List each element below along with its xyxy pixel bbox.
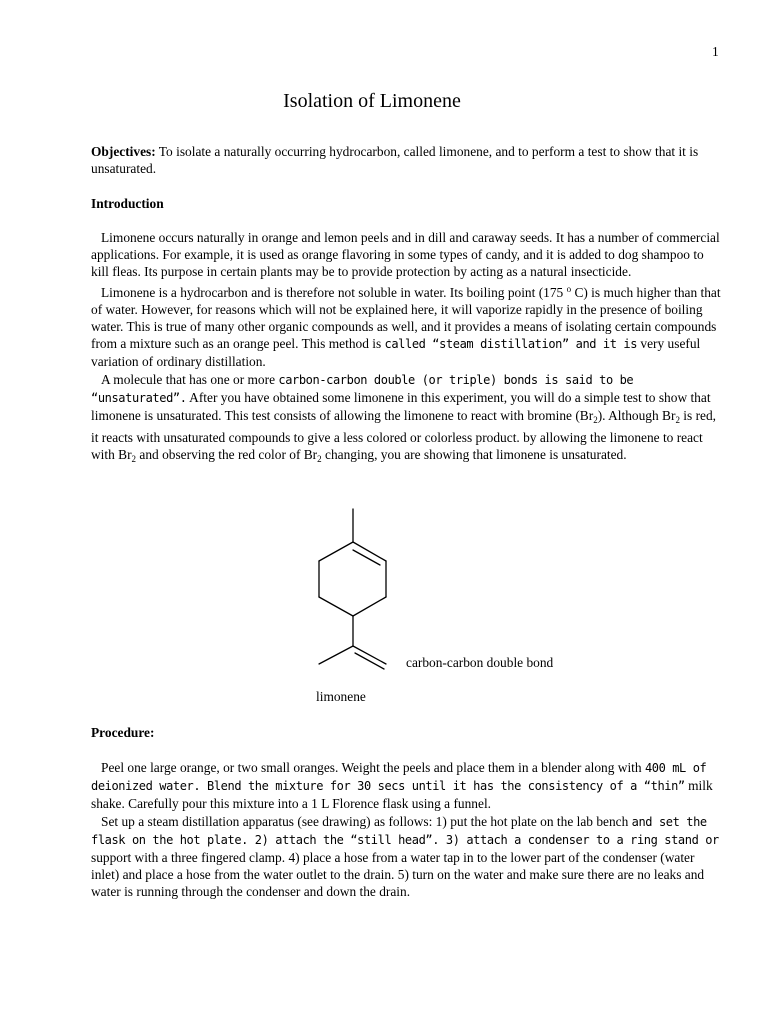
- procedure-p1-mono: 400 mL of deionized water. Blend the mixture for 30 secs until it has the consistency of a “thin”: [91, 761, 707, 794]
- ring-bond: [353, 597, 386, 616]
- degree-superscript: o: [566, 283, 572, 294]
- procedure-p2-text-a: Set up a steam distillation apparatus (see drawing) as follows: 1) put the hot plate on the lab bench: [101, 813, 632, 829]
- intro-p3-text-e: and observing the red color of Br: [136, 447, 318, 463]
- molecule-label: limonene: [316, 689, 366, 704]
- intro-p3-text-c: ). Although Br: [597, 408, 676, 424]
- objectives-text: To isolate a naturally occurring hydrocarbon, called limonene, and to perform a test to show that it is unsaturated.: [91, 144, 699, 177]
- intro-p2-mono: called “steam distillation” and it is: [384, 337, 638, 352]
- procedure-paragraph-2: [91, 813, 723, 901]
- intro-p3-mono: carbon-carbon double (or triple) bonds is said to be “unsaturated”.: [91, 372, 634, 405]
- ring-double-bond: [353, 542, 386, 561]
- intro-paragraph-1: Limonene occurs naturally in orange and lemon peels and in dill and caraway seeds. It has a number of commercial applications. For example, it is used as orange flavoring in some types of candy, and it is added to dog shampoo to kill fleas. Its purpose in certain plants may be to provide protection by acting as a natural insecticide.: [91, 230, 720, 280]
- intro-p2-text-c: very useful variation of ordinary distillation.: [91, 336, 701, 370]
- intro-p2-text-b: C) is much higher than that of water. However, for reasons which will not be explained here, it will vaporize rapidly in the presence of boiling water. This is true of many other organic compounds as well, and it provides a means of isolating certain compounds from a mixture such as an orange peel. This method is: [91, 284, 721, 352]
- procedure-p2-text-b: support with a three fingered clamp. 4) place a hose from a water tap in to the lower part of the condenser (water inlet) and place a hose from the water outlet to the drain. 5) turn on the water and make sure there are no leaks and water is running through the condenser and down the drain.: [91, 850, 705, 900]
- procedure-paragraph-1: [91, 759, 723, 813]
- page-number: 1: [712, 44, 719, 59]
- ring-bond: [319, 597, 353, 616]
- ring-bond: [319, 542, 353, 561]
- introduction-heading: Introduction: [91, 196, 164, 211]
- intro-p3-text-a: A molecule that has one or more: [101, 371, 279, 387]
- subscript: 2: [131, 454, 137, 465]
- subscript: 2: [317, 454, 322, 465]
- procedure-p1-text-a: Peel one large orange, or two small oranges. Weight the peels and place them in a blender along with: [101, 760, 645, 775]
- procedure-heading: Procedure:: [91, 725, 155, 740]
- methyl-bond: [319, 646, 353, 664]
- procedure-p1-text-b: milk shake. Carefully pour this mixture into a 1 L Florence flask using a funnel.: [91, 778, 713, 812]
- procedure-p2-mono: and set the flask on the hot plate. 2) attach the “still head”. 3) attach a condenser to a ring stand or: [91, 814, 719, 847]
- ring-double-bond-inner: [353, 550, 380, 565]
- subscript: 2: [593, 415, 598, 426]
- intro-p3-text-d: is red, it reacts with unsaturated compounds to give a less colored or colorless product. by allowing the limonene to react with Br: [91, 408, 717, 463]
- subscript: 2: [675, 415, 680, 426]
- intro-p3-text-f: changing, you are showing that limonene is unsaturated.: [321, 447, 627, 463]
- intro-p3-text-b: After you have obtained some limonene in this experiment, you will do a simple test to show that limonene is unsaturated. This test consists of allowing the limonene to react with bromine (Br: [91, 389, 711, 424]
- intro-p2-text-a: Limonene is a hydrocarbon and is therefore not soluble in water. Its boiling point (175: [101, 284, 567, 300]
- procedure-body: [91, 759, 723, 901]
- page-title: Isolation of Limonene: [283, 90, 461, 112]
- double-bond-label: carbon-carbon double bond: [406, 655, 554, 670]
- objectives-label: Objectives:: [91, 144, 156, 159]
